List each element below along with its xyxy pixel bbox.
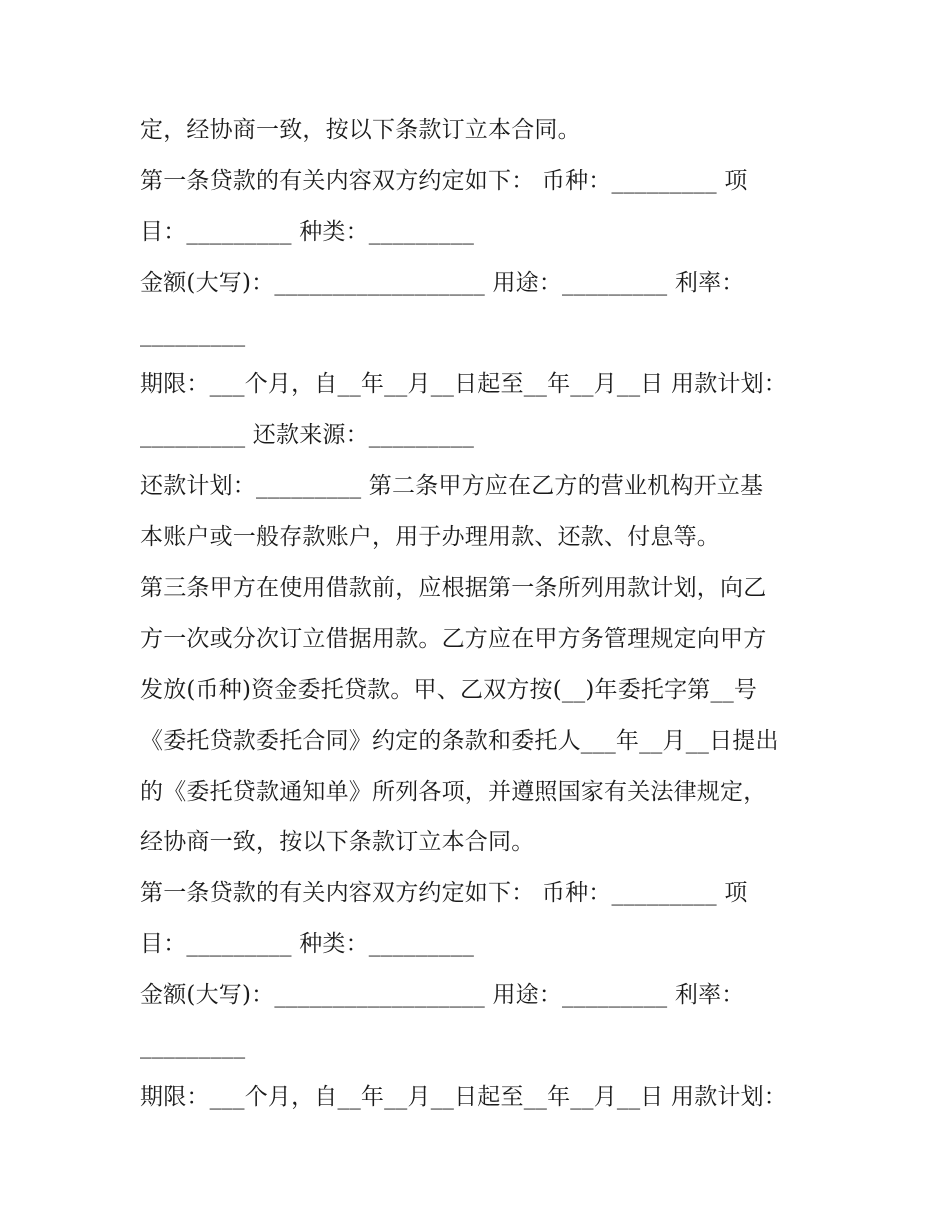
text-line: _________ 还款来源：_________: [140, 422, 475, 449]
text-line: 期限：___个月，自__年__月__日起至__年__月__日 用款计划：: [140, 1083, 788, 1110]
text-line: 发放(币种)资金委托贷款。甲、乙双方按(__)年委托字第__号: [140, 676, 758, 703]
text-line: 第三条甲方在使用借款前，应根据第一条所列用款计划，向乙: [140, 575, 767, 602]
text-line: 目：_________ 种类：_________: [140, 218, 475, 245]
text-line: 本账户或一般存款账户，用于办理用款、还款、付息等。: [140, 524, 720, 551]
text-line: 的《委托贷款通知单》所列各项，并遵照国家有关法律规定，: [140, 778, 767, 805]
text-line: 第一条贷款的有关内容双方约定如下： 币种：_________ 项: [140, 167, 748, 194]
text-line: _________: [140, 320, 246, 347]
text-line: 定，经协商一致，按以下条款订立本合同。: [140, 117, 581, 143]
text-line: 金额(大写)：__________________ 用途：_________ 利率：: [140, 982, 745, 1009]
text-line: 经协商一致，按以下条款订立本合同。: [140, 829, 535, 856]
text-line: 第一条贷款的有关内容双方约定如下： 币种：_________ 项: [140, 880, 748, 907]
text-line: 期限：___个月，自__年__月__日起至__年__月__日 用款计划：: [140, 371, 788, 398]
text-line: 还款计划：_________ 第二条甲方应在乙方的营业机构开立基: [140, 473, 764, 500]
text-line: 《委托贷款委托合同》约定的条款和委托人___年__月__日提出: [140, 727, 779, 754]
text-line: 目：_________ 种类：_________: [140, 931, 475, 958]
text-line: _________: [140, 1033, 246, 1060]
text-line: 金额(大写)：__________________ 用途：_________ 利率：: [140, 269, 745, 296]
contract-text: [140, 105, 820, 1123]
text-line: 方一次或分次订立借据用款。乙方应在甲方务管理规定向甲方: [140, 625, 767, 652]
